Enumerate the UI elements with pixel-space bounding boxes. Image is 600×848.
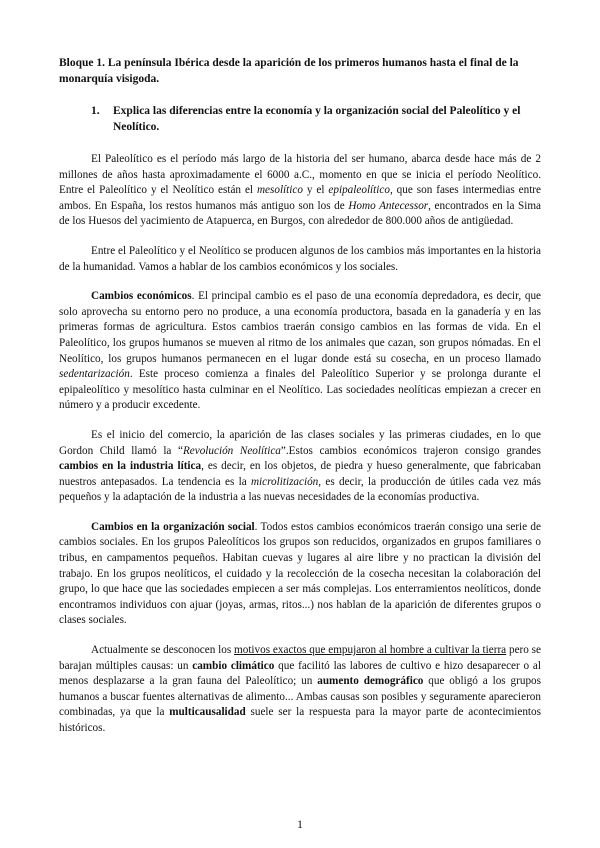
p6-text-a: Actualmente se desconocen los	[91, 644, 235, 657]
page-number: 1	[297, 817, 303, 831]
p1-text-a: El Paleolítico es el período más largo de la historia del ser humano, abarca desde hace más de 2 millones de años hasta aproximadamente el 6000 a.C., momento en que se inicia el período Neolítico. Entre el Paleolítico y el Neolítico están el	[59, 153, 541, 197]
p4-text-c: ”.Estos cambios económicos trajeron consigo grandes	[280, 444, 541, 457]
term-revolucion-neolitica: Revolución Neolítica	[182, 444, 281, 457]
question-heading	[91, 104, 541, 135]
term-multicausalidad: multicausalidad	[169, 706, 246, 719]
term-microlitizacion: microlitización	[250, 475, 319, 488]
heading-cambios-organizacion-social: Cambios en la organización social	[91, 520, 255, 533]
heading-cambios-economicos: Cambios económicos	[91, 290, 192, 303]
paragraph-6	[59, 643, 541, 737]
p6-text-i: suele ser la respuesta para la mayor parte de acontecimientos históricos.	[59, 706, 541, 734]
term-sedentarizacion: sedentarización	[59, 368, 130, 381]
term-cambio-climatico: cambio climático	[192, 659, 275, 672]
term-industria-litica: cambios en la industria lítica	[59, 460, 202, 473]
p1-text-e: , que son fases intermedias entre ambos. En España, los restos humanos más antiguo son los de	[59, 184, 541, 212]
p6-text-e: que facilitó las labores de cultivo e hizo desaparecer o al menos desplazarse a la gran fauna del Paleolítico; un	[59, 659, 541, 688]
p1-text-c: y el	[302, 184, 329, 197]
paragraph-4	[59, 428, 541, 506]
p4-text-e: , es decir, en los objetos, de piedra y hueso generalmente, que fabricaban nuestros antepasados. La tendencia es la	[59, 460, 541, 488]
paragraph-3	[59, 289, 541, 414]
p1-text-g: , encontrados en la Sima de los Huesos del yacimiento de Atapuerca, en Burgos, con alrededor de 800.000 años de antigüedad.	[59, 199, 542, 228]
p4-text-a: Es el inicio del comercio, la aparición de las clases sociales y las primeras ciudades, en lo que Gordon Child llamó la “	[59, 428, 541, 457]
question-text: Explica las diferencias entre la economía y la organización social del Paleolítico y el Neolítico.	[113, 105, 521, 133]
term-aumento-demografico: aumento demográfico	[317, 675, 424, 688]
p3-text-b: . El principal cambio es el paso de una economía depredadora, es decir, que solo aprovecha su entorno pero no produce, a una economía productora, basada en la ganadería y en las primeras formas de agricultura. Estos cambios traerán consigo cambios en las formas de vida. En el Paleolítico, los grupos humanos se mueven al ritmo de los animales que cazan, son grupos nómadas. En el Neolítico, los grupos humanos permanecen en el lugar donde está su cosecha, en un proceso llamado	[59, 290, 542, 365]
p6-text-c: pero se barajan múltiples causas: un	[59, 644, 541, 672]
p3-text-d: . Este proceso comienza a finales del Paleolítico Superior y se prolonga durante el epipaleolítico y mesolítico hasta culminar en el Neolítico. Las sociedades neolíticas empiezan a crecer en número y a producir excedente.	[59, 368, 541, 412]
document-page	[59, 56, 541, 751]
term-epipaleolitico: epipaleolítico	[328, 184, 390, 197]
paragraph-5	[59, 520, 541, 629]
question-number: 1.	[91, 105, 100, 117]
p4-text-g: , es decir, la producción de útiles cada vez más pequeños y la adaptación de la industria a las nuevas necesidades de la economías productiva.	[59, 475, 541, 504]
p6-text-g: que obligó a los grupos humanos a buscar fuentes alternativas de alimento... Ambas causas son posibles y seguramente aparecieron combinadas, ya que la	[59, 675, 541, 719]
paragraph-2: Entre el Paleolítico y el Neolítico se producen algunos de los cambios más importantes en la historia de la humanidad. Vamos a hablar de los cambios económicos y los sociales.	[59, 244, 541, 273]
block-title: Bloque 1. La península Ibérica desde la aparición de los primeros humanos hasta el final de la monarquía visigoda.	[59, 57, 519, 85]
term-mesolitico: mesolítico	[256, 184, 303, 197]
p5-text-b: . Todos estos cambios económicos traerán consigo una serie de cambios sociales. En los grupos Paleolíticos los grupos son reducidos, organizados en grupos familiares o tribus, en campamentos pequeños. Habitan cuevas y lugares al aire libre y no practican la división del trabajo. En los grupos neolíticos, el cuidado y la recolección de la cosecha necesitan la colaboración del grupo, lo que hace que las sociedades empiecen a ser más complejas. Los enterramientos neolíticos, donde encontramos individuos con ajuar (joyas, armas, ritos...) nos hablan de la aparición de diferentes grupos o clases sociales.	[59, 520, 541, 627]
term-homo-antecessor: Homo Antecessor	[348, 199, 429, 212]
paragraph-1	[59, 152, 541, 230]
underlined-motivos: motivos exactos que empujaron al hombre a cultivar la tierra	[234, 644, 507, 657]
